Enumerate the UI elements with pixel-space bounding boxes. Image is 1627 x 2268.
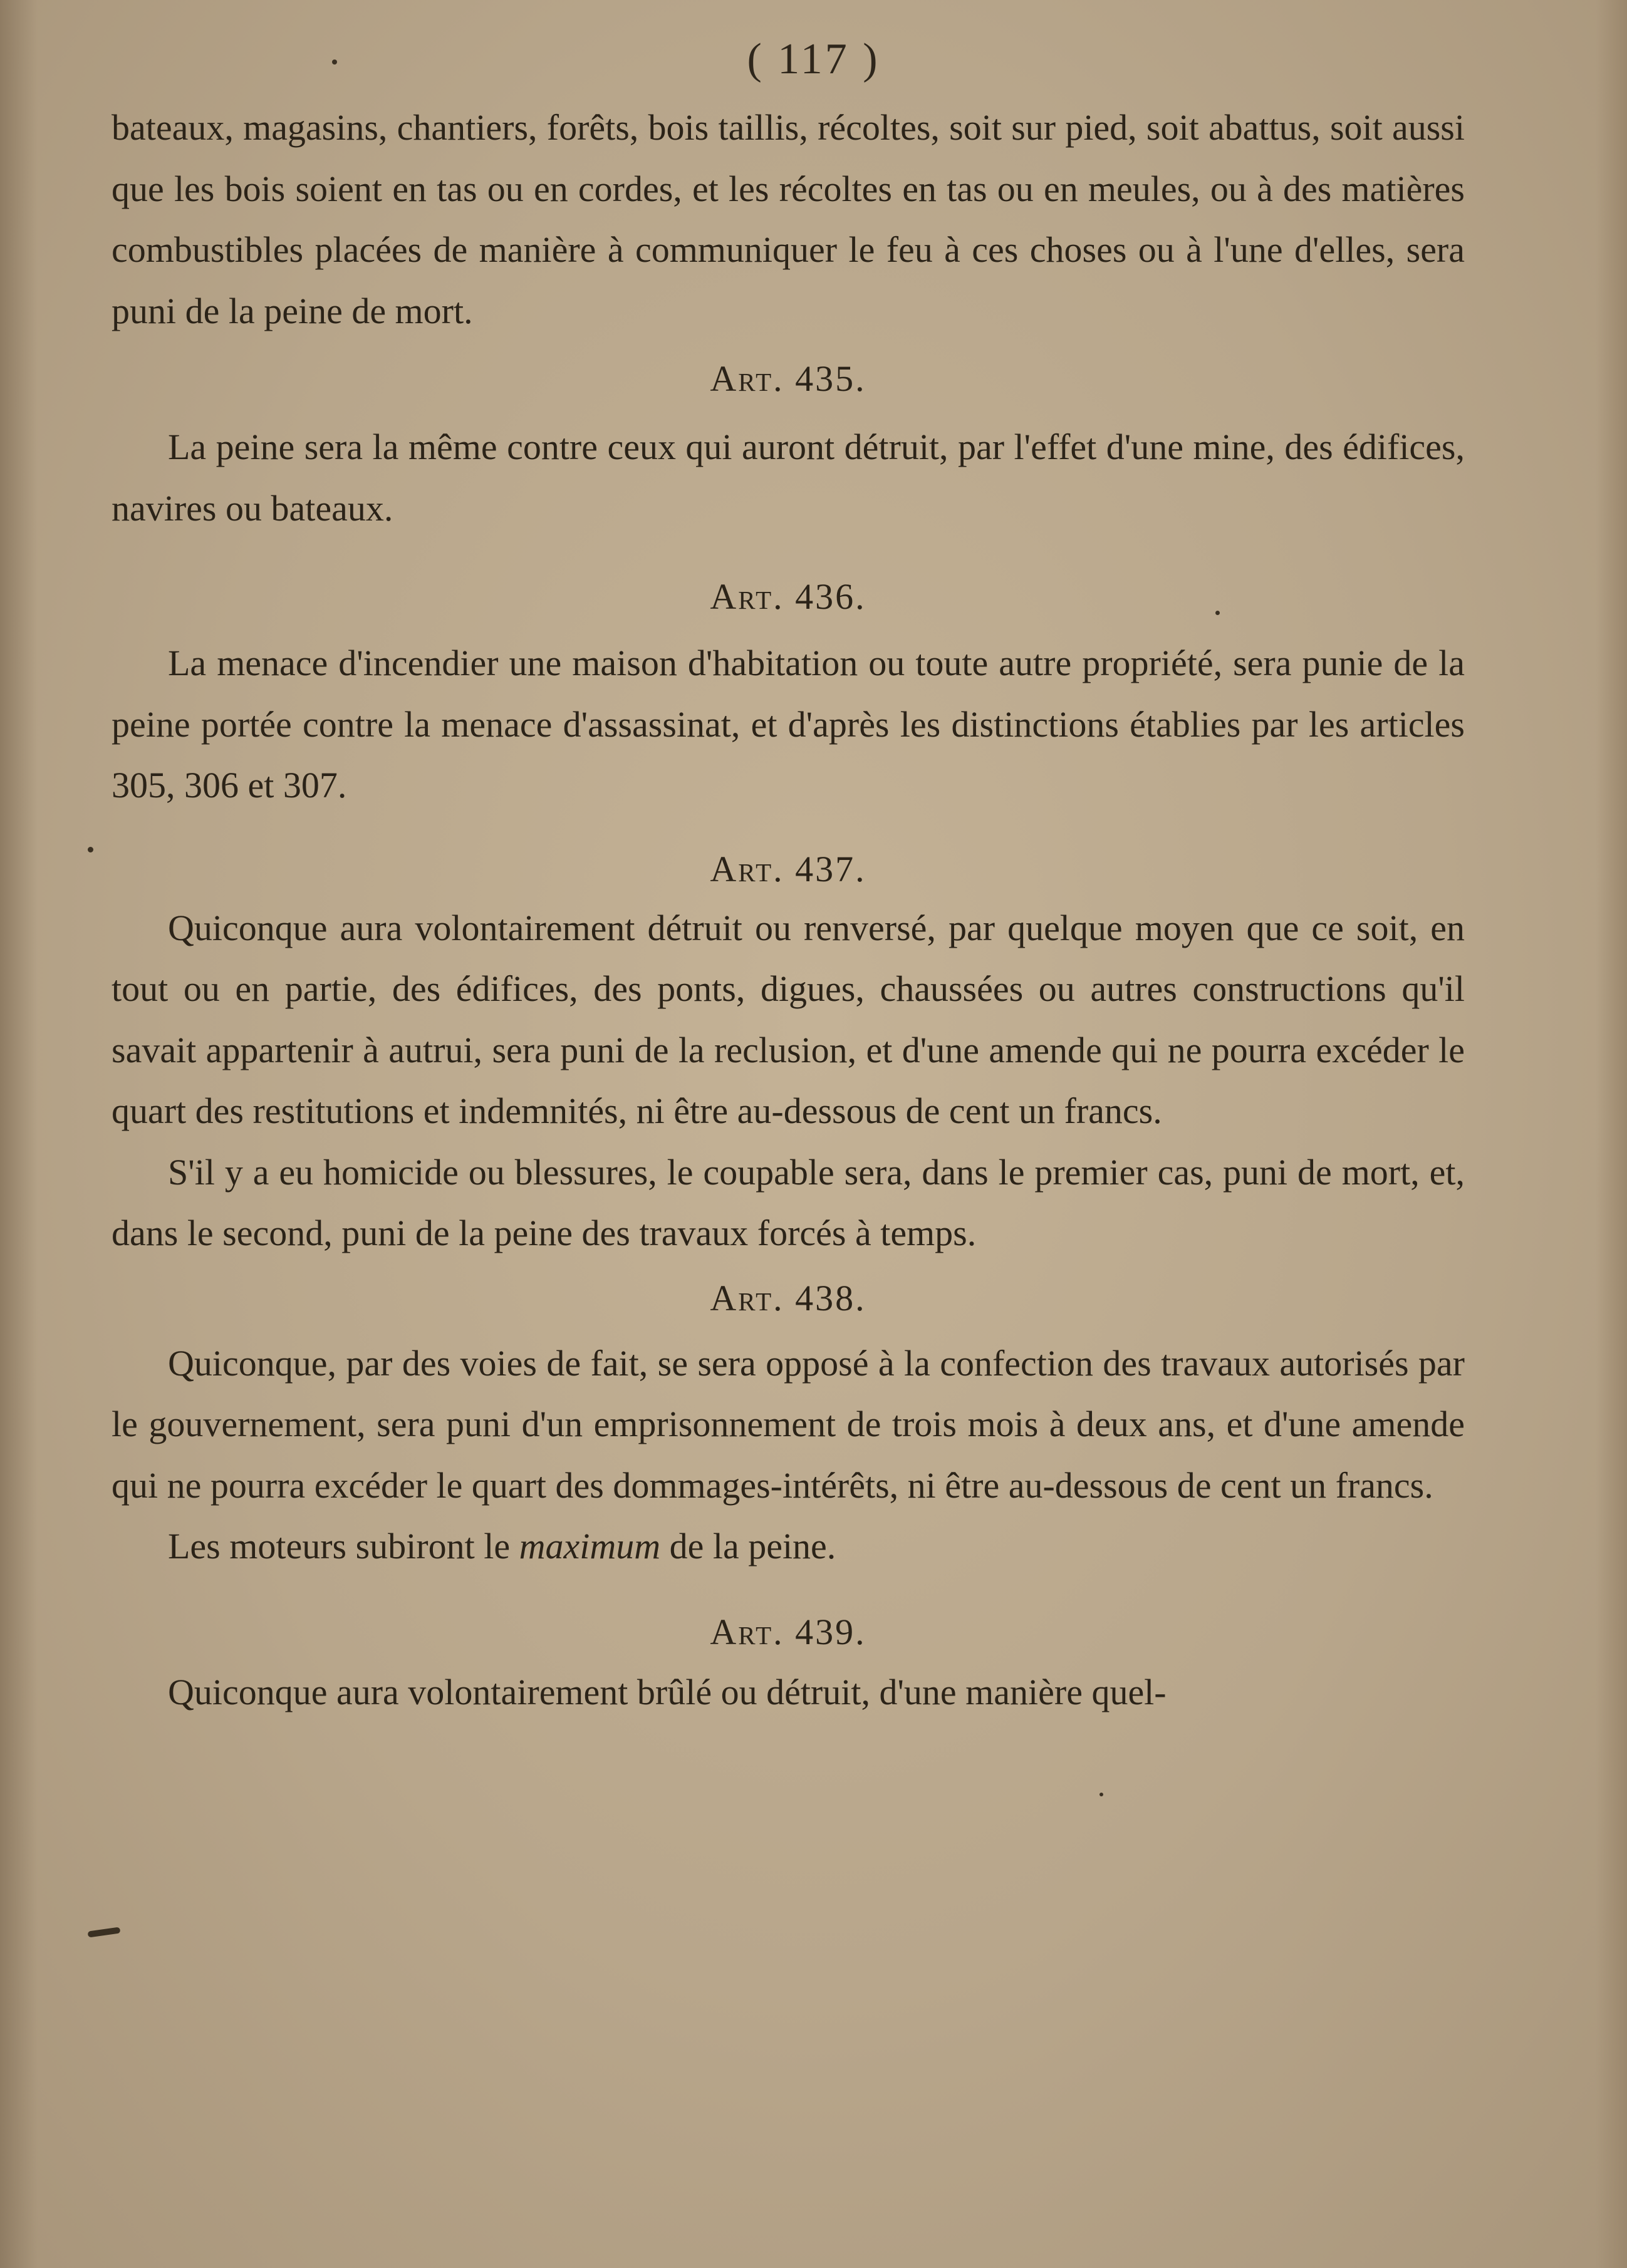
ink-speck [88, 847, 93, 852]
article-heading-435: Art. 435. [710, 358, 866, 399]
paragraph-art-437-a: Quiconque aura volontairement détruit ou renversé, par quelque moyen que ce soit, en tout ou en partie, des édifices, des ponts, digues, chaussées ou autres constructions qu'il savait appartenir à autrui, sera puni de la reclusion, et d'une amende qui ne pourra excéder le quart des restitutions et indemnités, ni être au-dessous de cent un francs. [112, 907, 1465, 1131]
ink-speck [1215, 611, 1220, 615]
body-text [112, 97, 1465, 1722]
ink-mark [88, 1927, 121, 1937]
paragraph-art-439: Quiconque aura volontairement brûlé ou détruit, d'une manière quel- [168, 1671, 1167, 1712]
article-heading-439: Art. 439. [710, 1611, 866, 1652]
article-heading-437: Art. 437. [710, 848, 866, 889]
paragraph-art-436: La menace d'incendier une maison d'habitation ou toute autre propriété, sera punie de la peine portée contre la menace d'assassinat, et d'après les distinctions établies par les articles 305, 306 et 307. [112, 643, 1465, 805]
page-number: ( 117 ) [747, 35, 880, 83]
paragraph-art-438-b [112, 1516, 1465, 1577]
moteurs-text-end: de la peine. [660, 1526, 836, 1566]
paragraph-art-435: La peine sera la même contre ceux qui auront détruit, par l'effet d'une mine, des édifices, navires ou bateaux. [112, 427, 1465, 529]
page-edge-shadow-right [1596, 0, 1627, 2268]
article-heading-438: Art. 438. [710, 1277, 866, 1318]
paragraph-art-438-a: Quiconque, par des voies de fait, se sera opposé à la confection des travaux autorisés par le gouvernement, sera puni d'un emprisonnement de trois mois à deux ans, et d'une amende qui ne pourra excéder le quart des dommages-intérêts, ni être au-dessous de cent un francs. [112, 1342, 1465, 1506]
page-edge-shadow-left [0, 0, 38, 2268]
moteurs-text-start: Les moteurs subiront le [168, 1526, 519, 1566]
paragraph-continuation: bateaux, magasins, chantiers, forêts, bois taillis, récoltes, soit sur pied, soit abattus, soit aussi que les bois soient en tas ou en cordes, et les récoltes en tas ou en meules, ou à des matières combustibles placées de manière à communiquer le feu à ces choses ou à l'une d'elles, sera puni de la peine de mort. [112, 107, 1465, 331]
paragraph-art-437-b: S'il y a eu homicide ou blessures, le coupable sera, dans le premier cas, puni de mort, et, dans le second, puni de la peine des travaux forcés à temps. [112, 1151, 1465, 1253]
ink-speck [1099, 1793, 1103, 1796]
article-heading-436: Art. 436. [710, 576, 866, 617]
maximum-italic: maximum [519, 1526, 661, 1566]
ink-speck [332, 60, 337, 65]
